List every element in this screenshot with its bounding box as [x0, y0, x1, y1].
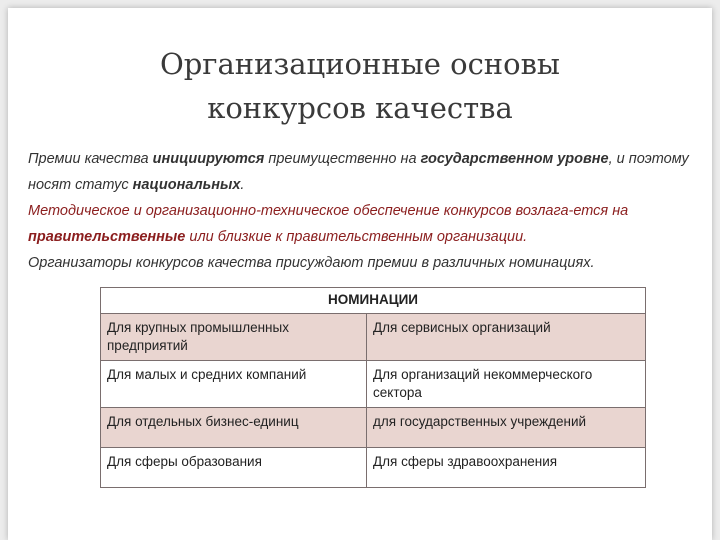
p2-text-c: или близкие к правительственным организации.	[185, 229, 528, 245]
p1-text-c: преимущественно на	[264, 151, 421, 167]
table-cell: Для малых и средних компаний	[101, 361, 367, 408]
p1-bold-initiated: инициируются	[152, 151, 265, 167]
table-cell: Для организаций некоммерческого сектора	[367, 361, 646, 408]
table-row	[101, 408, 646, 448]
title-line-2: конкурсов качества	[207, 91, 513, 125]
p2-bold-governmental: правительственные	[28, 229, 186, 245]
table-row	[101, 448, 646, 488]
table-row	[101, 314, 646, 361]
body-text	[28, 146, 704, 276]
table-cell: Для отдельных бизнес-единиц	[101, 408, 367, 448]
table-cell: Для сферы образования	[101, 448, 367, 488]
paragraph-1	[28, 146, 704, 198]
paragraph-3: Организаторы конкурсов качества присуждают премии в различных номинациях.	[28, 255, 595, 271]
page-title	[8, 42, 712, 130]
slide	[8, 8, 712, 540]
table-cell: для государственных учреждений	[367, 408, 646, 448]
p1-text-g: .	[240, 177, 245, 193]
p1-text-e: , и поэтому носят статус	[28, 151, 689, 193]
table-row	[101, 361, 646, 408]
table-cell: Для крупных промышленных предприятий	[101, 314, 367, 361]
p1-text-a: Премии качества	[28, 151, 153, 167]
p1-bold-state-level: государственном уровне	[420, 151, 609, 167]
title-line-1: Организационные основы	[159, 47, 561, 81]
p2-text-a: Методическое и организационно-техническое обеспечение конкурсов возлага-ется на	[28, 203, 629, 219]
table-cell: Для сферы здравоохранения	[367, 448, 646, 488]
nominations-table	[100, 287, 646, 488]
table-cell: Для сервисных организаций	[367, 314, 646, 361]
p1-bold-national: национальных	[132, 177, 241, 193]
table-header: НОМИНАЦИИ	[101, 288, 646, 314]
paragraph-2	[28, 198, 704, 250]
